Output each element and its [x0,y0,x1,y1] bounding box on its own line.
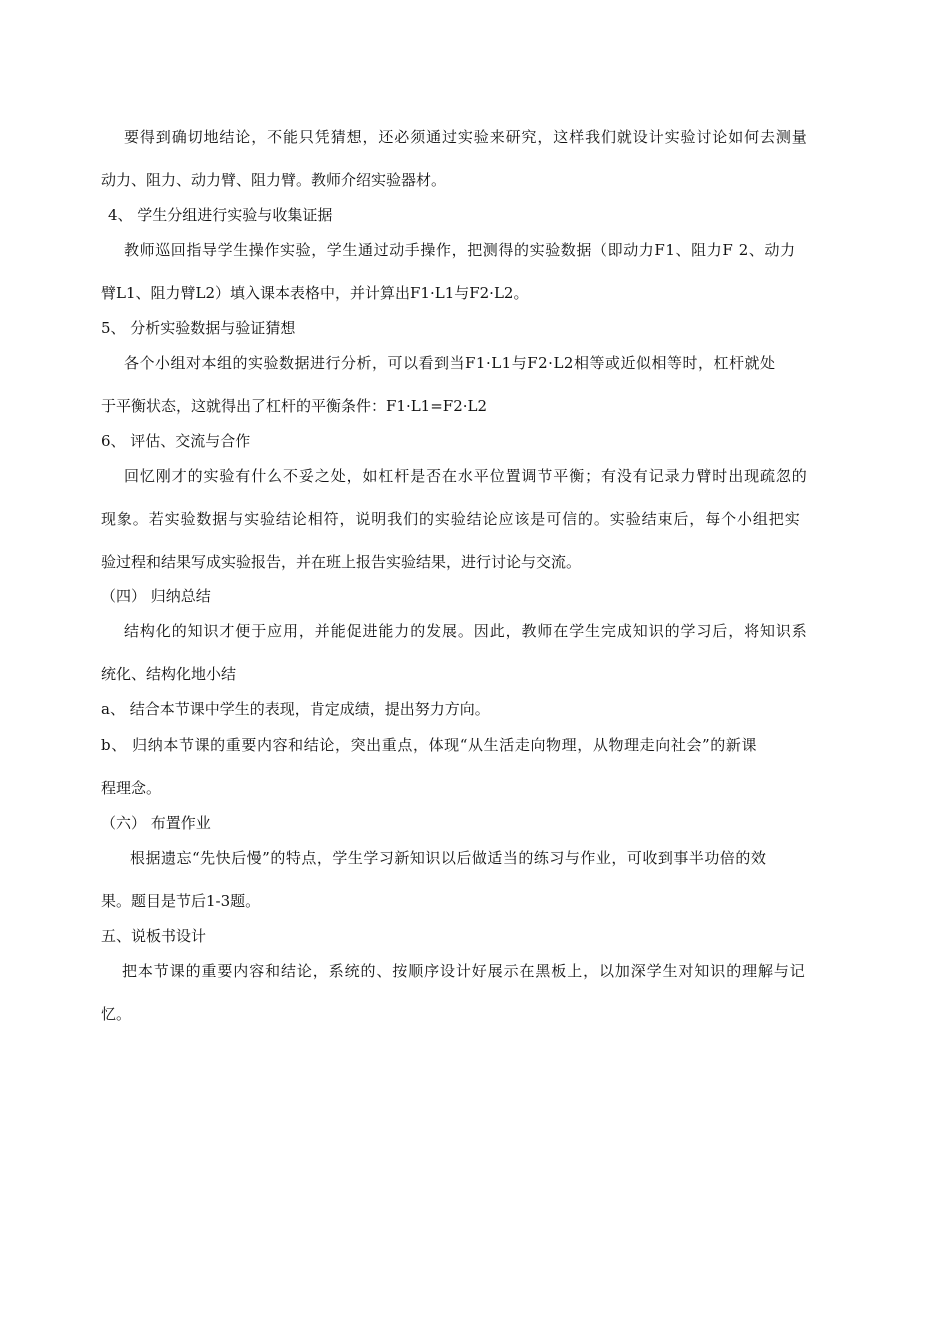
paragraph-line: 要得到确切地结论，不能只凭猜想，还必须通过实验来研究，这样我们就设计实验讨论如何去测量 [124,128,808,146]
section-heading: 五、说板书设计 [101,927,207,945]
paragraph-line: 于平衡状态，这就得出了杠杆的平衡条件：F1·L1=F2·L2 [101,397,488,415]
list-item: b、 归纳本节课的重要内容和结论，突出重点，体现“从生活走向物理，从物理走向社会”的新课 [101,736,758,754]
paragraph-line: 忆。 [101,1005,132,1023]
section-heading: （四） 归纳总结 [101,587,211,605]
paragraph-line: 各个小组对本组的实验数据进行分析，可以看到当F1·L1与F2·L2相等或近似相等时，杠杆就处 [124,354,776,372]
paragraph-line: 回忆刚才的实验有什么不妥之处，如杠杆是否在水平位置调节平衡；有没有记录力臂时出现疏忽的 [124,467,808,485]
section-heading: （六） 布置作业 [101,814,211,832]
paragraph-line: 根据遗忘“先快后慢”的特点，学生学习新知识以后做适当的练习与作业，可收到事半功倍的效 [130,849,767,867]
paragraph-line: 现象。若实验数据与实验结论相符，说明我们的实验结论应该是可信的。实验结束后，每个小组把实 [101,510,801,528]
paragraph-line: 验过程和结果写成实验报告，并在班上报告实验结果，进行讨论与交流。 [101,553,582,571]
paragraph-line: 统化、结构化地小结 [101,665,237,683]
paragraph-line: 结构化的知识才便于应用，并能促进能力的发展。因此，教师在学生完成知识的学习后，将知识系 [124,622,808,640]
section-heading: 4、 学生分组进行实验与收集证据 [108,206,333,224]
section-heading: 5、 分析实验数据与验证猜想 [101,319,296,337]
paragraph-line: 把本节课的重要内容和结论，系统的、按顺序设计好展示在黑板上，以加深学生对知识的理解与记 [122,962,806,980]
list-item: a、 结合本节课中学生的表现，肯定成绩，提出努力方向。 [101,700,490,718]
paragraph-line: 程理念。 [101,779,162,797]
paragraph-line: 教师巡回指导学生操作实验，学生通过动手操作，把测得的实验数据（即动力F1、阻力F 2、动力 [124,241,796,259]
paragraph-line: 臂L1、阻力臂L2）填入课本表格中，并计算出F1·L1与F2·L2。 [101,284,529,302]
paragraph-line: 动力、阻力、动力臂、阻力臂。教师介绍实验器材。 [101,171,447,189]
section-heading: 6、 评估、交流与合作 [101,432,251,450]
paragraph-line: 果。题目是节后1-3题。 [101,892,261,910]
